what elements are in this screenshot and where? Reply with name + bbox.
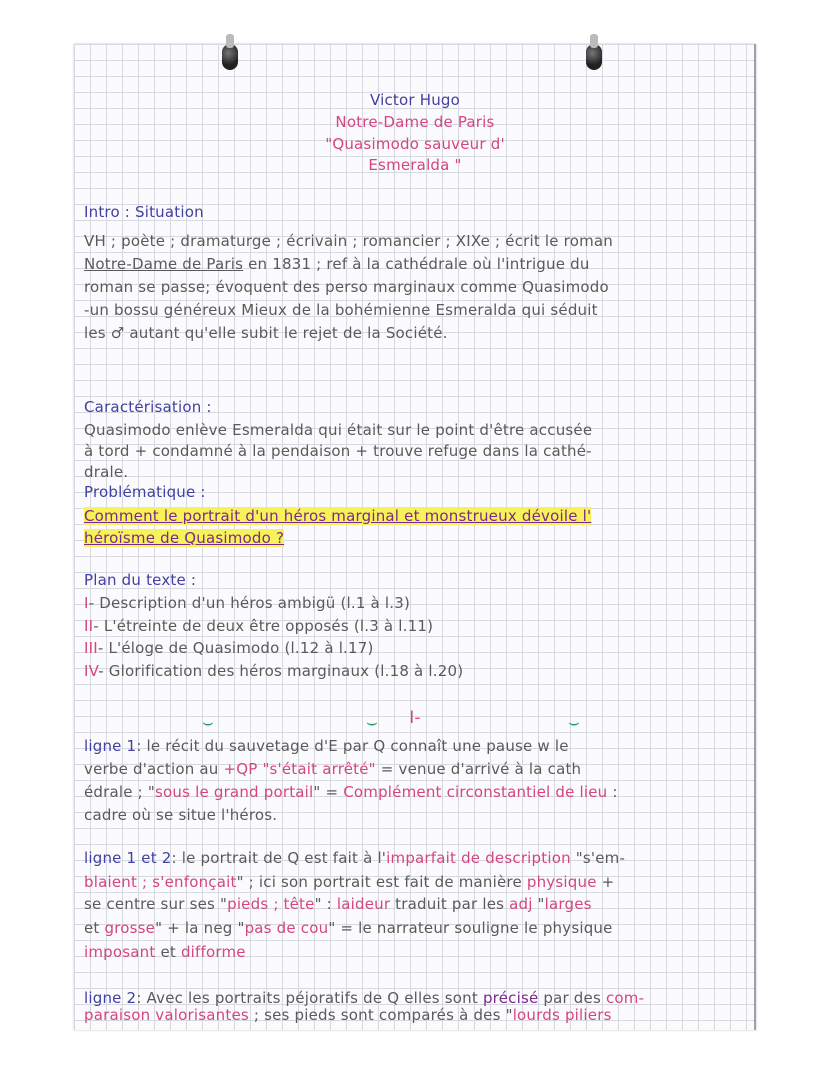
note-line xyxy=(84,849,625,867)
note-line xyxy=(84,278,609,296)
note-text: et xyxy=(84,919,105,937)
note-text: - L'éloge de Quasimodo (l.12 à l.17) xyxy=(97,639,374,657)
note-text: : Avec les portraits péjoratifs de Q elles sont xyxy=(136,989,483,1007)
note-text: drale. xyxy=(84,463,129,481)
wave-mark-icon: ⌣ xyxy=(202,712,214,733)
note-text: " + la neg " xyxy=(155,919,245,937)
note-text: traduit par les xyxy=(390,895,510,913)
note-text: " xyxy=(532,895,545,913)
binder-ring-icon xyxy=(222,44,238,70)
note-text: édrale ; " xyxy=(84,783,155,801)
note-text: en 1831 ; ref à la cathédrale où l'intrigue du xyxy=(243,255,590,273)
note-text: Caractérisation : xyxy=(84,398,212,416)
note-text: Comment le portrait d'un héros marginal et monstrueux dévoile l' xyxy=(84,507,592,525)
note-line xyxy=(84,324,448,342)
note-text: II xyxy=(84,617,94,635)
note-text: ligne 1 et 2 xyxy=(84,849,172,867)
note-text: III xyxy=(84,639,98,657)
margin-line xyxy=(754,44,756,1030)
note-line xyxy=(84,529,284,547)
note-line xyxy=(84,1006,612,1024)
note-text: +QP "s'était arrêté" xyxy=(223,760,376,778)
note-text: com- xyxy=(605,989,645,1007)
note-line xyxy=(84,398,212,416)
note-text: pieds ; tête xyxy=(227,895,315,913)
note-text: Plan du texte : xyxy=(84,571,197,589)
title-book: Notre-Dame de Paris xyxy=(335,113,495,131)
note-line xyxy=(84,895,592,913)
note-line xyxy=(84,571,196,589)
note-line xyxy=(84,760,581,778)
note-text: adj xyxy=(509,895,533,913)
note-text: : le récit du sauvetage d'E par Q connaît une pause w le xyxy=(136,737,569,755)
note-line xyxy=(84,737,569,755)
note-text: " = le narrateur souligne le physique xyxy=(328,919,613,937)
notebook-page xyxy=(74,44,756,1030)
note-text: héroïsme de Quasimodo ? xyxy=(84,529,285,547)
note-text: Notre-Dame de Paris xyxy=(84,255,244,273)
note-text: " : xyxy=(314,895,337,913)
note-text: laideur xyxy=(336,895,391,913)
note-line xyxy=(84,617,433,635)
note-text: Problématique : xyxy=(84,483,206,501)
note-line xyxy=(84,662,463,680)
note-line xyxy=(84,639,374,657)
title-extract-2: Esmeralda " xyxy=(368,156,462,174)
note-text: -un bossu généreux Mieux de la bohémienne Esmeralda qui séduit xyxy=(84,301,598,319)
note-text: - Description d'un héros ambigü (l.1 à l.3) xyxy=(88,594,411,612)
title-author: Victor Hugo xyxy=(369,91,461,109)
note-text: se centre sur ses " xyxy=(84,895,228,913)
note-text: grosse xyxy=(104,919,156,937)
note-line xyxy=(84,421,592,439)
note-text: - Glorification des héros marginaux (l.18 à l.20) xyxy=(98,662,464,680)
note-line xyxy=(84,806,277,824)
note-line xyxy=(84,507,591,525)
note-text: : xyxy=(607,783,618,801)
note-line xyxy=(84,255,590,273)
note-text: et xyxy=(155,943,181,961)
note-text: blaient ; s'enfonçait xyxy=(84,873,237,891)
note-text: paraison valorisantes xyxy=(84,1006,249,1024)
wave-mark-icon: ⌣ xyxy=(568,712,580,733)
binder-ring-icon xyxy=(586,44,602,70)
section-heading: I- xyxy=(409,708,421,728)
note-text: ; ses pieds sont comparés à des " xyxy=(248,1006,513,1024)
note-line xyxy=(84,783,618,801)
note-line xyxy=(84,919,613,937)
note-text: Quasimodo enlève Esmeralda qui était sur le point d'être accusée xyxy=(84,421,593,439)
note-text: physique xyxy=(526,873,597,891)
note-text: Intro : Situation xyxy=(84,203,204,221)
wave-mark-icon: ⌣ xyxy=(366,712,378,733)
note-text: sous le grand portail xyxy=(155,783,314,801)
note-text: : le portrait de Q est fait à l' xyxy=(171,849,387,867)
note-text: imparfait de description xyxy=(386,849,571,867)
note-text: imposant xyxy=(84,943,156,961)
note-text: "s'em- xyxy=(570,849,626,867)
note-text: cadre où se situe l'héros. xyxy=(84,806,278,824)
note-line xyxy=(84,989,644,1007)
note-text: larges xyxy=(544,895,592,913)
note-text: " ; ici son portrait est fait de manière xyxy=(236,873,527,891)
note-text: difforme xyxy=(180,943,246,961)
note-line xyxy=(84,442,592,460)
note-text: pas de cou xyxy=(244,919,329,937)
note-text: les ♂ autant qu'elle subit le rejet de la Société. xyxy=(84,324,448,342)
note-text: I xyxy=(84,594,89,612)
note-line xyxy=(84,232,613,250)
note-text: VH ; poète ; dramaturge ; écrivain ; romancier ; XIXe ; écrit le roman xyxy=(84,232,614,250)
note-text: à tord + condamné à la pendaison + trouve refuge dans la cathé- xyxy=(84,442,592,460)
note-text: ligne 2 xyxy=(84,989,137,1007)
note-line xyxy=(84,594,410,612)
note-text: " = xyxy=(313,783,344,801)
note-text: lourds piliers xyxy=(512,1006,612,1024)
note-line xyxy=(84,301,598,319)
note-text: + xyxy=(596,873,615,891)
note-text: verbe d'action au xyxy=(84,760,224,778)
note-text: - L'étreinte de deux être opposés (l.3 à l.11) xyxy=(93,617,434,635)
note-text: précisé xyxy=(482,989,539,1007)
note-line xyxy=(84,463,128,481)
title-extract-1: "Quasimodo sauveur d' xyxy=(325,135,505,153)
note-line xyxy=(84,943,246,961)
note-line xyxy=(84,203,204,221)
note-text: par des xyxy=(538,989,606,1007)
note-text: roman se passe; évoquent des perso marginaux comme Quasimodo xyxy=(84,278,609,296)
note-line xyxy=(84,483,206,501)
note-text: ligne 1 xyxy=(84,737,137,755)
note-text: = venue d'arrivé à la cath xyxy=(375,760,582,778)
note-line xyxy=(84,873,614,891)
note-text: Complément circonstantiel de lieu xyxy=(343,783,608,801)
note-text: IV xyxy=(84,662,99,680)
